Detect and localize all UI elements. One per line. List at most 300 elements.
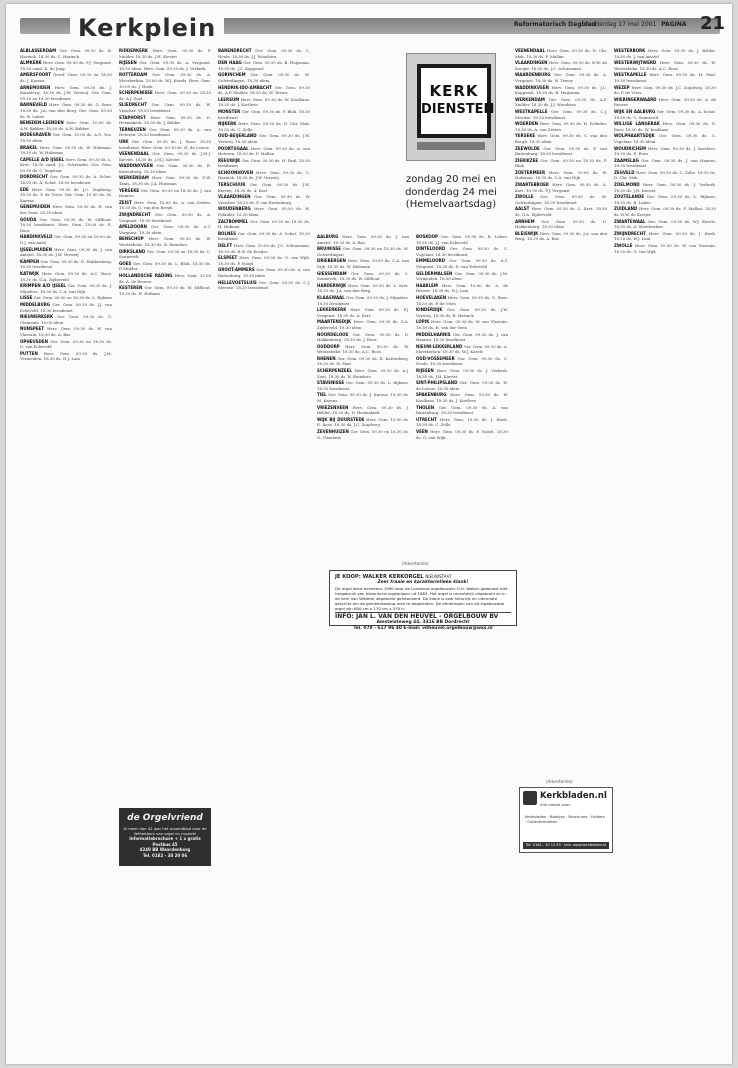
listing-place: ROTTERDAM <box>119 72 148 78</box>
kerkbladen-contact-bar: Tel. 0182 - 30 12 63 · Info: www.kerkbladen.nl <box>523 842 609 849</box>
listing-entry <box>20 187 112 204</box>
listing-entry <box>218 194 310 205</box>
listing-services: Herv. Gem. 09.30 ds. D. Heemskerk. 18.30 ds. J. Belder <box>119 114 211 126</box>
listing-place: CAPELLE A/D IJSSEL <box>20 156 65 162</box>
listing-entry <box>119 224 211 235</box>
listing-place: WESTKAPELLE <box>614 72 647 78</box>
listing-entry <box>20 259 112 270</box>
listing-place: BARNEVELD <box>20 102 48 108</box>
listing-entry <box>515 109 607 120</box>
listing-place: ZWIJNDRECHT <box>614 230 646 236</box>
listing-entry <box>20 247 112 258</box>
listing-entry <box>218 219 310 230</box>
publication-name: Reformatorisch Dagblad <box>514 21 597 28</box>
listing-entry <box>119 72 211 89</box>
date-text: donderdag 17 mei 2001 <box>584 21 657 28</box>
listing-place: NIEUW-LEKKERLAND <box>416 343 463 349</box>
listing-place: MONSTER <box>218 108 241 114</box>
listing-services: Herv. Gem. 10.00 ds. A. de Reuver. 18.30 ds. H.J. Lam <box>416 282 508 294</box>
listing-place: HELLEVOETSLUIS <box>218 279 257 285</box>
listing-services: Ger. Gem. 10.00 ds. A.G. Vos. 18.00 idem <box>20 132 112 143</box>
listing-place: WERKENDAM <box>515 96 545 102</box>
listing-services: Herv. Gem. 09.30 ds. L. Kret. 18.30 ds. G.A. Zijderveld <box>515 206 607 218</box>
orgelvriend-line-1: Informatiebrochure + 1 x gratis <box>129 836 201 841</box>
listing-place: BENEDEN-LEENDEN <box>20 120 64 126</box>
listing-entry <box>515 60 607 71</box>
listing-entry <box>515 133 607 144</box>
listing-services: Herv. Gem. 09.30 ds. J.M. Vermeulen. 18.30 ds. H.J. Lam <box>20 350 112 362</box>
listing-services: Ger. Gem. 09.30 ds. A. Schot. 14.00 ds. A. Schot. 18.00 leesdienst <box>20 174 112 186</box>
listing-place: WIJK EN AALBURG <box>614 108 656 114</box>
listing-services: Herv. Gem. 09.30 en 18.30 ds. A.J. Zoet <box>119 90 211 101</box>
listing-services: Herv. Gem. 09.30 ds. J. van Amstel. 18.30 ds. J.W. Verweij <box>20 246 112 258</box>
listing-entry <box>218 280 310 291</box>
listing-entry <box>20 283 112 294</box>
listing-place: HARDINXVELD <box>20 234 53 240</box>
listing-place: WESTKAPELLE <box>515 108 548 114</box>
listing-entry <box>20 85 112 102</box>
listing-services: Ger. Gem. 09.30 ds. J.M. Vermeulen. 18.30 idem <box>416 270 508 282</box>
listing-place: PUTTEN <box>20 350 38 356</box>
listing-place: DEN HAAG <box>218 60 242 66</box>
listing-entry <box>317 258 409 269</box>
listing-entry <box>317 332 409 343</box>
listing-entry <box>515 206 607 217</box>
column-7 <box>614 48 716 1048</box>
listing-services: Herv. Gem. 09.30 ds. H. Paul. 18.30 leesdienst <box>614 72 716 83</box>
listing-place: ARNHEM <box>515 218 535 224</box>
listing-services: Herv. Gem. 09.30 ds. P. Mulder. 18.30 ds. J.H. Kieviet <box>119 48 211 59</box>
listing-place: LOPIK <box>416 319 430 325</box>
orgelvriend-line-3: 4240 BB Waardenburg <box>139 847 191 852</box>
listing-entry <box>20 295 112 301</box>
listing-services: Herv. Gem. 09.30 ds. P.J. Vergunst. 18.30 ds. A. Kort <box>317 307 409 318</box>
listing-services: Herv. Gem. 09.30 ds. J. van Amstel. 18.30 ds. A. Bas <box>317 234 409 245</box>
listing-entry <box>218 243 310 254</box>
listing-place: TERSCHUUR <box>218 182 246 188</box>
listing-services: Geref. Gem. 09.30 en 18.30 ds. J. Karens <box>20 72 112 83</box>
listing-place: ARNEMUIDEN <box>20 84 51 90</box>
listing-services: Herv. Gem. 09.30 ds. J. Kortleve. 18.30 ds. E. Roos <box>614 145 716 157</box>
listing-entry <box>515 219 607 230</box>
listing-place: GROOT-AMMERS <box>218 267 255 273</box>
listing-entry <box>20 339 112 350</box>
listing-place: BENSCHOP <box>119 236 144 242</box>
listing-entry <box>614 97 716 108</box>
listing-place: DINTELOORD <box>416 246 446 252</box>
listing-place: ALBLASSERDAM <box>20 48 57 53</box>
listing-entry <box>416 319 508 330</box>
listing-services: Ger. Gem. 09.30 ds. J.H. Kieviet. 18.30 ds. A. Kort <box>218 182 310 193</box>
listing-place: VLAARDINGEN <box>515 60 548 66</box>
listing-entry <box>515 231 607 242</box>
orgelvriend-ad <box>119 808 211 866</box>
listing-services: Ger. Gem. 09.30 ds. B. Harinck. 18.30 ds. C. Harinck <box>20 48 112 59</box>
listing-place: NIJKERK <box>218 121 237 127</box>
listing-place: OUD-VOSSEMEER <box>416 355 455 361</box>
column-1 <box>20 48 112 1048</box>
listing-place: URK <box>119 138 129 144</box>
walker-ad-title-name: WALKER KERKORGEL <box>362 574 424 580</box>
listing-place: AALBURG <box>317 234 339 239</box>
listing-place: KLAASWAAL <box>317 294 345 300</box>
listing-place: STAVENISSE <box>317 380 345 386</box>
listing-services: Ger. Gem. 09.30 ds. A.P. Mulder. 18.30 ds. W. Teeuw <box>218 84 310 96</box>
listing-place: ALMKERK <box>20 60 42 66</box>
listing-services: Ger. Gem. 09.30 ds. W. Visscher. 18.30 ds. P. van Ruitenburg <box>218 194 310 205</box>
listing-entry <box>416 295 508 306</box>
listing-entry <box>317 234 409 245</box>
listing-place: WADDINXVEEN <box>515 84 549 90</box>
walker-ad-address: Amstelsteweg 44, 3316 BB Dordrecht <box>376 620 470 625</box>
listing-services: Herv. Gem. 10.00 ds. A.W. Bakker. 18.30 ds. A.W. Bakker <box>20 120 112 131</box>
listing-entry <box>20 132 112 143</box>
listing-services: Herv. Gem. 09.30 ds. A.J. Zoet. 18.30 ds. B. Reinders <box>317 368 409 379</box>
listing-services: Ger. Gem. 09.30 ds. C. Vogelaar. 18.30 leesdienst <box>416 246 508 257</box>
listing-place: LISSE <box>20 295 33 301</box>
listing-entry <box>218 72 310 83</box>
orgelvriend-line-4: Tel. 0182 - 38 20 06 <box>142 852 188 858</box>
listing-services: Ger. Gem. 09.30 ds. H. Paul. 18.30 leesdienst <box>218 157 310 169</box>
listing-services: Ger. Gem. 09.30 ds. A.P. Mulder. 18.30 ds. J.J. Woudstra <box>515 96 607 108</box>
advertentie-label: (Advertentie) <box>402 561 429 566</box>
listing-services: Ger. Gem. 09.30 en 18.30 ds. P. Blok <box>515 157 607 169</box>
listing-place: ZWARTEBROEK <box>515 182 549 188</box>
listing-place: SCHERPENZEEL <box>317 368 352 374</box>
listing-place: ZWOLLE <box>515 194 534 200</box>
listing-services: Ger. Gem. 09.30 ds. A. van Heteren. 18.30 leesdienst <box>119 126 211 138</box>
listing-entry <box>515 85 607 96</box>
listing-place: OUDDORP <box>317 343 340 349</box>
listing-entry <box>218 182 310 193</box>
listing-place: WILLIGE LANGERAK <box>614 121 660 127</box>
listing-services: Ger. Gem. 09.30 en 18.30 ds. H. Hofman <box>218 218 310 230</box>
listing-services: Ger. Gem. 09.30 en 18.00 ds. G.J. van Aalst <box>20 234 112 245</box>
listing-place: ZEIST <box>119 199 132 205</box>
listing-entry <box>119 236 211 247</box>
listing-services: Herv. Gem. 09.30 ds. G.A. Zijderveld. 18.30 idem <box>317 319 409 330</box>
listing-services: Ger. Gem. 09.30 ds. J. Karens. 18.30 ds. M. Karens <box>317 392 409 404</box>
listing-entry <box>416 429 508 440</box>
listing-services: Ger. Gem. 09.30 ds. A. Vergunst. 18.30 idem. Herv. Gem. 09.30 ds. J. Verkerk <box>119 60 211 71</box>
listing-entry <box>416 283 508 294</box>
orgelvriend-line-2: Postbus 45 <box>152 841 178 847</box>
column-2 <box>119 48 211 1048</box>
listing-entry <box>119 48 211 59</box>
listing-services: Herv. Gem. 09.30 ds. G. Boer. 18.30 ds. J.A. van den Berg. Ger. Gem. 09.30 ds. B. Labee <box>20 102 112 119</box>
listing-services: Herv. Gem. 09.30 ds. C. Harinck. 18.30 ds. J.W. Verweij <box>218 169 310 181</box>
listing-place: NUNSPEET <box>20 326 44 332</box>
listing-entry <box>119 273 211 284</box>
walker-orgel-ad <box>329 570 517 631</box>
listing-place: ELSPEET <box>218 255 238 261</box>
listing-entry <box>218 121 310 132</box>
listing-services: Ger. Gem. 09.30 ds. L. Blok. 18.30 ds. P. Mulder <box>119 260 211 272</box>
listing-services: Ger. Gem. 09.30 ds. A. Vergunst. 18.30 ds. W. Teeuw <box>515 72 607 83</box>
kerkbladen-logo-icon <box>523 791 537 805</box>
listing-place: ZWARTEWAAL <box>614 218 646 224</box>
listing-place: ZOELMOND <box>614 182 640 188</box>
listing-place: ZUIDLAND <box>614 206 638 212</box>
listing-place: AALST <box>515 206 530 212</box>
page-header <box>6 4 732 44</box>
listing-place: THOLEN <box>416 404 435 410</box>
listing-place: RIJSSEN <box>119 60 137 66</box>
listing-services: Herv. Gem. 10.00 ds. C.A. van Dijk. 18.30 ds. W. Hulsman <box>317 258 409 269</box>
listing-services: Herv. Gem. 09.30 ds. W. van Vlastuin. 18.30 ds. A. Bas <box>20 326 112 337</box>
listing-entry <box>614 121 716 132</box>
listing-services: Herv. Gem. 09.30 ds. D. Chr. Mak. 18.30 ds. F. Mallan <box>515 48 607 59</box>
listing-place: WESTERBORK <box>614 48 646 53</box>
listing-entry <box>119 60 211 71</box>
listing-entry <box>119 261 211 272</box>
listing-place: WAARDENBURG <box>515 72 551 78</box>
listing-place: DIRKSLAND <box>119 248 146 254</box>
listing-services: Ger. Gem. 09.30 ds. A. Moerkerken. 18.30 ds. W.J. Karels <box>416 343 508 355</box>
listing-place: ZEEWOLDE <box>515 145 540 151</box>
listing-entry <box>218 158 310 169</box>
kerkdiensten-logo-frame <box>417 64 495 138</box>
walker-ad-subtitle: Zeer fraaie en karakteristieke klank! <box>377 580 469 585</box>
listing-place: YERSEKE <box>515 133 536 139</box>
column-4 <box>317 234 409 564</box>
listing-place: WOUDENBERG <box>218 206 251 212</box>
listing-entry <box>614 243 716 254</box>
listing-entry <box>614 194 716 205</box>
listing-place: OUD-BEIJERLAND <box>218 133 257 139</box>
listing-place: DELFT <box>218 243 233 248</box>
listing-services: Herv. Gem. 09.30 ds. J. Hoek. 18.30 ds. H.J. Lam <box>614 230 716 242</box>
listing-entry <box>119 285 211 296</box>
listing-entry <box>515 48 607 59</box>
listing-services: Ger. Gem. 09.30 ds. A. Schot. 18.30 ds. C. Sonnevelt <box>614 108 716 120</box>
listing-place: WESTERWIJTWERD <box>614 60 657 66</box>
listing-entry <box>416 258 508 269</box>
listing-place: WEZEP <box>614 84 630 90</box>
listing-place: GIESSENDAM <box>317 270 347 276</box>
listing-entry <box>20 234 112 245</box>
listing-entry <box>416 234 508 245</box>
caption-line-1: zondag 20 mei en <box>406 174 496 185</box>
listing-place: NIEUWERKERK <box>20 314 54 320</box>
listing-place: WOLPHAARTSDIJK <box>614 133 655 139</box>
listing-place: GORINCHEM <box>218 72 246 78</box>
listing-services: Herv. Gem. 10.00 ds. W. Hulsman. 18.30 ds. C.A. van Dijk <box>515 169 607 181</box>
listing-place: OPHEUSDEN <box>20 338 48 344</box>
listing-place: YERSEKE <box>119 187 140 193</box>
listing-entry <box>20 174 112 185</box>
listing-entry <box>20 314 112 325</box>
listing-place: ZOUTELANDE <box>614 194 645 200</box>
listing-entry <box>614 182 716 193</box>
listing-services: Ger. Gem. 09.30 ds. A. van Ruitenburg. 18.30 leesdienst <box>416 404 508 416</box>
listing-entry <box>119 212 211 223</box>
listing-services: Ger. Gem. 09.30 en 18.30 ds. L. Rijksen <box>33 295 112 301</box>
kerkbladen-subtitle: Alle media voor: <box>540 802 571 807</box>
listing-services: Ger. Gem. 09.30 en 18.30 ds. G. Clements <box>317 429 409 440</box>
listing-services: Ger. Gem. 09.30 ds. L. Rijksen. 18.30 ds. B. Labee <box>614 194 716 205</box>
listing-entry <box>515 194 607 205</box>
listing-services: Herv. Gem. 09.30 ds. J. Verkerk. 18.30 ds. J.H. Kieviet <box>416 368 508 379</box>
listing-place: ZEGVELD <box>614 169 635 175</box>
listing-entry <box>218 133 310 144</box>
listing-place: STAPHORST <box>119 114 146 120</box>
listing-entry <box>416 417 508 428</box>
listing-services: Ger. Gem. 09.30 ds. W. Silfhout. 18.30 ds. H. Hofman <box>119 285 211 296</box>
listing-entry <box>614 158 716 169</box>
listing-services: Ger. Gem. 09.30 ds. P. van Ruitenburg. 18.30 leesdienst <box>515 145 607 157</box>
logo-word-kerk: KERK <box>429 82 479 100</box>
listing-place: REEUWIJK <box>218 157 241 163</box>
listing-place: BOSKOOP <box>416 234 438 239</box>
listing-entry <box>218 109 310 120</box>
listing-entry <box>317 319 409 330</box>
listing-services: Herv. Gem. 09.30 ds. J. Verkerk. 18.30 ds. J.H. Kieviet <box>614 182 716 193</box>
walker-ad-title-prefix: JE KOOP: <box>335 574 361 580</box>
listing-entry <box>119 151 211 162</box>
listing-services: Herv. Gem. 09.30 ds. L. Kret. 18.30 cand. J.L. Schreuder. Ger. Gem. 09.30 ds. C. Vogelaar <box>20 156 112 173</box>
caption-line-2: donderdag 24 mei <box>405 186 497 198</box>
listing-services: Ger. Gem. 09.30 ds. D. Hakkenberg. 18.30 idem <box>515 218 607 230</box>
listing-services: Ger. Gem. 09.30 ds. J. Mijnders. 18.30 leesdienst <box>317 294 409 306</box>
listing-services: Herv. Gem. 09.30 ds. G. van Wijk. 18.30 ds. P. Nobel <box>218 255 310 266</box>
listing-entry <box>515 146 607 157</box>
listing-services: Herv. Gem. 09.30 ds. D. Chr. Mak. 18.30 ds. C. Zelle <box>218 121 310 132</box>
kerkbladen-title: Kerkbladen.nl <box>540 791 607 801</box>
section-title: Kerkplein <box>70 14 224 42</box>
publication-date <box>584 21 687 28</box>
listing-entry <box>515 170 607 181</box>
listing-services: Ger. Gem. 09.30 ds. M. Golverdingen. 18.30 idem <box>218 72 310 83</box>
listing-services: Herv. Gem. 10.00 ds. A. van Zetten. 18.30 ds. C. van den Bergh <box>119 199 211 211</box>
listing-place: WIERINGERWAARD <box>614 96 657 102</box>
listing-place: SCHERPENISSE <box>119 90 153 96</box>
listing-entry <box>218 231 310 242</box>
orgelvriend-title: de Orgelvriend <box>127 813 203 823</box>
orgelvriend-text: Al meer dan 42 jaar het maandblad voor de liefhebbers van orgel en muziek! <box>123 826 207 836</box>
listing-entry <box>20 102 112 119</box>
listing-entry <box>416 380 508 391</box>
listing-services: Ger. Gem. 09.30 ds. R. Kattenberg. 18.30 idem <box>119 163 211 174</box>
listing-place: VEENENDAAL <box>515 48 546 53</box>
listing-place: APELDOORN <box>119 224 147 230</box>
listing-services: Herv. Gem. 09.30 ds. C. van den Bergh. 18.30 idem <box>515 133 607 144</box>
listing-place: IJSSELMUIDEN <box>20 246 52 252</box>
listing-services: Ger. Gem. 09.30 ds. J. van Haaren. 18.30 leesdienst <box>614 157 716 169</box>
listing-services: Herv. Gem. 09.30 ds. J. Belder. 18.30 ds. D. Heemskerk <box>317 404 409 416</box>
listing-services: Ger. Gem. 09.30 ds. B. Labee. 18.30 ds. J.J. van Eckeveld <box>416 234 508 245</box>
listing-place: LEKKERKERK <box>317 307 347 313</box>
listing-services: Ger. Gem. 09.30 ds. A. Schot. 18.30 leesdienst <box>218 230 310 242</box>
listing-services: Herv. Gem. 09.30 ds. H. Polinder. 18.30 idem <box>218 206 310 218</box>
walker-ad-title-suffix: NIEUWSTAAT <box>425 574 452 579</box>
listing-entry <box>614 146 716 157</box>
listing-entry <box>218 85 310 96</box>
listing-entry <box>20 145 112 156</box>
listing-entry <box>119 115 211 126</box>
listing-entry <box>119 188 211 199</box>
listing-entry <box>218 170 310 181</box>
listing-services: Herv. Gem. 09.30 ds. G. Boer. 18.30 ds. W. Koolhaas <box>614 121 716 132</box>
listing-entry <box>416 392 508 403</box>
listing-services: Herv. Gem. 10.00 ds. A. de Reuver <box>614 96 716 108</box>
listing-place: BODEGRAVEN <box>20 132 51 138</box>
kerkbladen-ad <box>519 787 613 853</box>
listing-place: RIJSSEN <box>416 368 434 374</box>
listing-entry <box>317 283 409 294</box>
listing-services: Herv. Gem. 09.30 ds. A.C. Roos. 18.30 ds. G.A. Zijderveld <box>20 270 112 282</box>
listing-services: Herv. Gem. 09.30 ds. A. Kort. 18.30 ds. P.J. Vergunst <box>515 182 607 193</box>
listing-services: Herv. Gem. 09.30 ds. W. Koolhaas. 18.30 ds. J. Kortleve <box>416 392 508 404</box>
listing-entry <box>119 249 211 260</box>
listing-place: EDE <box>20 186 29 192</box>
advertentie-label-2: (Advertentie) <box>546 779 573 784</box>
listing-services: Herv. Gem. 09.30 ds. J.C. Zuijdweg. 18.30 ds. P. de Vries. Ger. Gem. 10.00 ds. M. Karens <box>20 186 112 203</box>
newspaper-page <box>6 4 732 1064</box>
listing-entry <box>119 90 211 101</box>
listing-services: Herv. Gem. 09.30 ds. J.A. van den Berg. 18.30 ds. A. Bas <box>515 230 607 242</box>
listing-services: Ger. Gem. 09.30 ds. W.J. Karels. 18.30 ds. A. Moerkerken <box>614 218 716 230</box>
walker-ad-info-name: JAN L. VAN DEN HEUVEL - ORGELBOUW BV <box>355 613 499 620</box>
listing-entry <box>515 72 607 83</box>
listing-place: SPAKENBURG <box>416 392 447 398</box>
listing-place: BOLNES <box>218 230 236 236</box>
listing-entry <box>515 97 607 108</box>
listing-services: Ger. Gem. 09.30 ds. J.W. Verweij. 18.30 idem <box>218 133 310 144</box>
listing-services: Ger. Gem. 09.30 ds. W. Visscher. 18.00 leesdienst <box>119 102 211 113</box>
listing-place: HOEVELAKEN <box>416 294 447 300</box>
listing-services: Herv. Gem. 09.30 ds. J. Kamsteeg. 18.30 ds. J.W. Verweij. Ger. Gem. 09.30 en 18.30 leesdienst <box>20 84 112 101</box>
listing-place: SINT-PHILIPSLAND <box>416 380 458 386</box>
listing-services: Ger. Gem. 09.30 ds. A. Vergunst. 18.30 leesdienst <box>119 212 211 223</box>
listing-services: Ger. Gem. 09.30 ds. A. van Ruitenburg. 18.30 idem <box>218 267 310 278</box>
column-3 <box>218 48 310 1048</box>
listing-services: Herv. Gem. 09.30 ds. W. Koolhaas. 18.30 ds. J. Kortleve <box>218 96 310 108</box>
listing-entry <box>416 307 508 318</box>
listing-entry <box>218 267 310 278</box>
listing-services: Ger. Gem. 09.30 ds. J.J. van Eckeveld. 18.30 leesdienst <box>20 301 112 313</box>
listing-place: WADDINXVEEN <box>119 163 153 169</box>
listing-place: DORDRECHT <box>20 174 48 180</box>
listing-services: Herv. Gem. 09.30 ds. J.C. Koppenol. 18.30 ds. B. Huijsman <box>515 84 607 96</box>
listing-place: HAARLEM <box>416 282 438 288</box>
listing-entry <box>119 175 211 186</box>
listing-place: HARDERWIJK <box>317 282 347 288</box>
listing-services: Herv. Gem. 09.30 ds. W. Hulsman. 18.30 ds. W. Hulsman <box>20 144 112 156</box>
listing-services: Herv. Gem. 09.30 ds. W. van Vlastuin. 18.30 ds. H. van der Veen <box>416 319 508 330</box>
listing-entry <box>20 204 112 215</box>
listing-services: Ger. Gem. 09.30 ds. R. Kattenberg. 18.30 ds. H. Paul <box>317 355 409 367</box>
listing-place: GOES <box>119 260 132 266</box>
listing-entry <box>317 392 409 403</box>
listing-place: HENDRIK-IDO-AMBACHT <box>218 84 272 90</box>
listing-entry <box>119 127 211 138</box>
listing-services: Herv. Gem. 09.30 ds. L. Kret. 18.30 ds. J.A. van den Berg <box>317 282 409 294</box>
listing-entry <box>218 60 310 71</box>
listing-entry <box>218 48 310 59</box>
listing-place: AMERSFOORT <box>20 72 51 78</box>
listing-entry <box>317 368 409 379</box>
listing-services: Herv. Gem. 09.30 ds. P.J. Vergunst. 18.30 cand. K. de Jong <box>20 60 112 71</box>
listing-services: Ger. Gem. 09.30 ds. B. Huijsman. 18.30 ds. J.C. Koppenol <box>218 60 310 71</box>
listing-services: Herv. Gem. 09.30 ds. H. van der Veen. 18.30 idem <box>20 204 112 216</box>
listing-place: KRIMPEN A/D IJSSEL <box>20 283 66 289</box>
listing-entry <box>218 146 310 157</box>
listing-services: Ger. Gem. 09.30 ds. J. Roos. 18.30 leesdienst. Herv. Gem. 09.30 ds. H. de Leeuw <box>119 138 211 150</box>
listing-entry <box>317 405 409 416</box>
listing-services: Herv. Gem. 09.30 ds. C. Zelle. 18.30 ds. D. Chr. Mak <box>614 169 716 181</box>
listing-entry <box>416 246 508 257</box>
